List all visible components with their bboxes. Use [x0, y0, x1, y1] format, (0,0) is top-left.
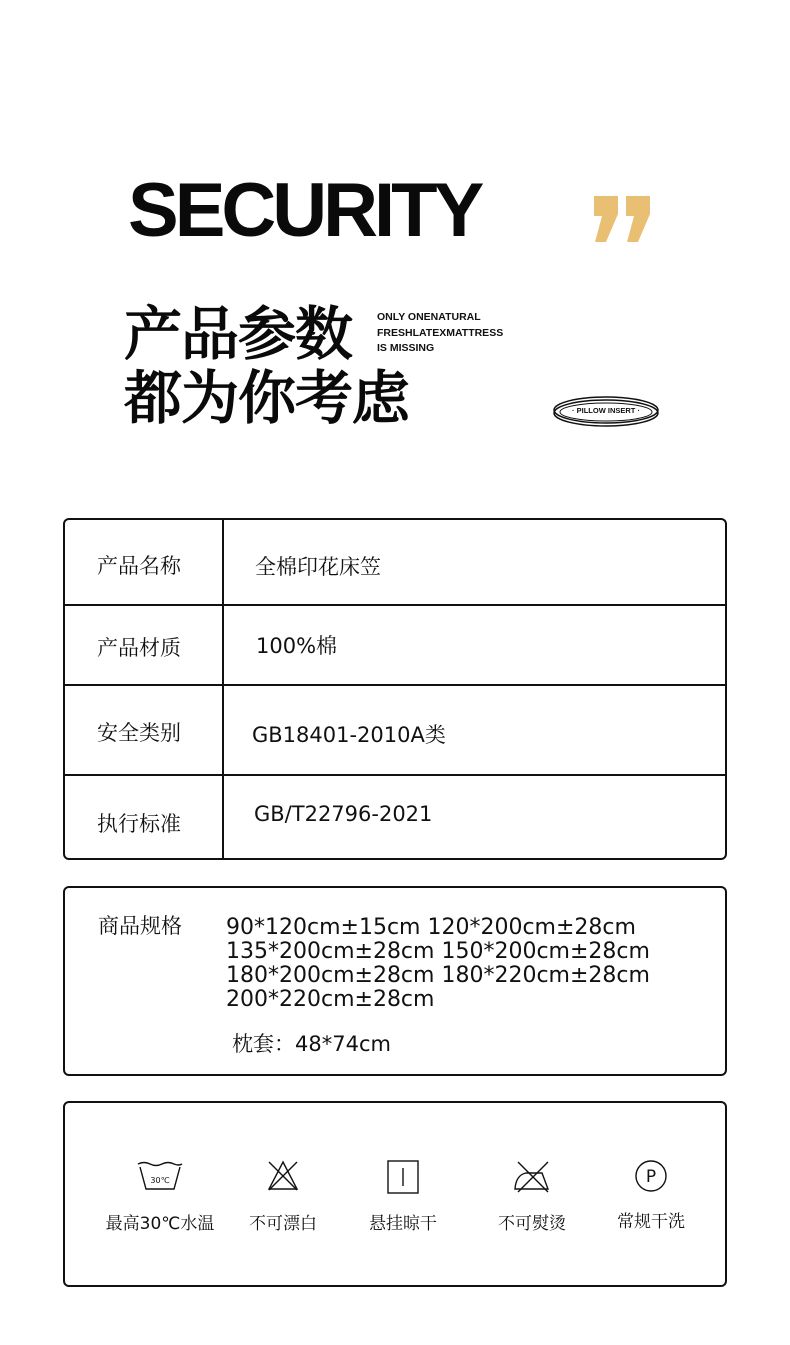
param-value: GB/T22796-2021: [254, 802, 433, 826]
tagline-line-1: ONLY ONENATURAL: [377, 311, 481, 323]
tagline-line-3: IS MISSING: [377, 342, 435, 354]
wash-temp-text: 30℃: [150, 1176, 170, 1185]
spec-size-line: 180*200cm±28cm 180*220cm±28cm: [226, 963, 650, 988]
params-table: [63, 518, 727, 860]
spec-box: [63, 886, 727, 1076]
spec-size-line: 200*220cm±28cm: [226, 987, 435, 1012]
no-iron-icon: [512, 1159, 552, 1195]
dry-clean-symbol: P: [645, 1167, 657, 1187]
table-row: [65, 520, 725, 604]
spec-sizes: [226, 916, 650, 1012]
table-row: [65, 686, 725, 774]
care-label: 悬挂晾干: [369, 1214, 437, 1234]
spec-size-line: 135*200cm±28cm 150*200cm±28cm: [226, 939, 650, 964]
table-row: [65, 776, 725, 860]
spec-pillow: 枕套：48*74cm: [232, 1032, 391, 1056]
param-value: GB18401-2010A类: [252, 723, 446, 747]
dry-clean-icon: [634, 1159, 668, 1193]
care-label: 最高30℃水温: [105, 1214, 215, 1234]
wash-30-icon: [136, 1159, 184, 1193]
table-row: [65, 606, 725, 684]
care-box: [63, 1101, 727, 1287]
care-label: 常规干洗: [617, 1212, 685, 1232]
hero-title: SECURITY: [128, 168, 481, 253]
headline-line-2: 都为你考虑: [124, 364, 410, 432]
param-value: 全棉印花床笠: [255, 555, 381, 579]
param-value: 100%棉: [256, 634, 338, 658]
no-bleach-icon: [266, 1159, 300, 1193]
spec-size-line: 90*120cm±15cm 120*200cm±28cm: [226, 915, 636, 940]
pillow-insert-text: · PILLOW INSERT ·: [572, 406, 640, 415]
param-label: 执行标准: [97, 812, 181, 836]
param-label: 产品名称: [97, 554, 181, 578]
tagline-line-2: FRESHLATEXMATTRESS: [377, 326, 504, 339]
care-label: 不可漂白: [249, 1214, 317, 1234]
care-label: 不可熨烫: [498, 1214, 566, 1234]
headline: [124, 302, 409, 430]
headline-line-1: 产品参数: [124, 300, 353, 368]
closing-quote-icon: [592, 194, 654, 244]
hang-dry-icon: [386, 1159, 420, 1195]
param-label: 安全类别: [97, 721, 181, 745]
param-label: 产品材质: [97, 636, 181, 660]
tagline: [377, 310, 503, 357]
spec-label: 商品规格: [98, 914, 182, 938]
